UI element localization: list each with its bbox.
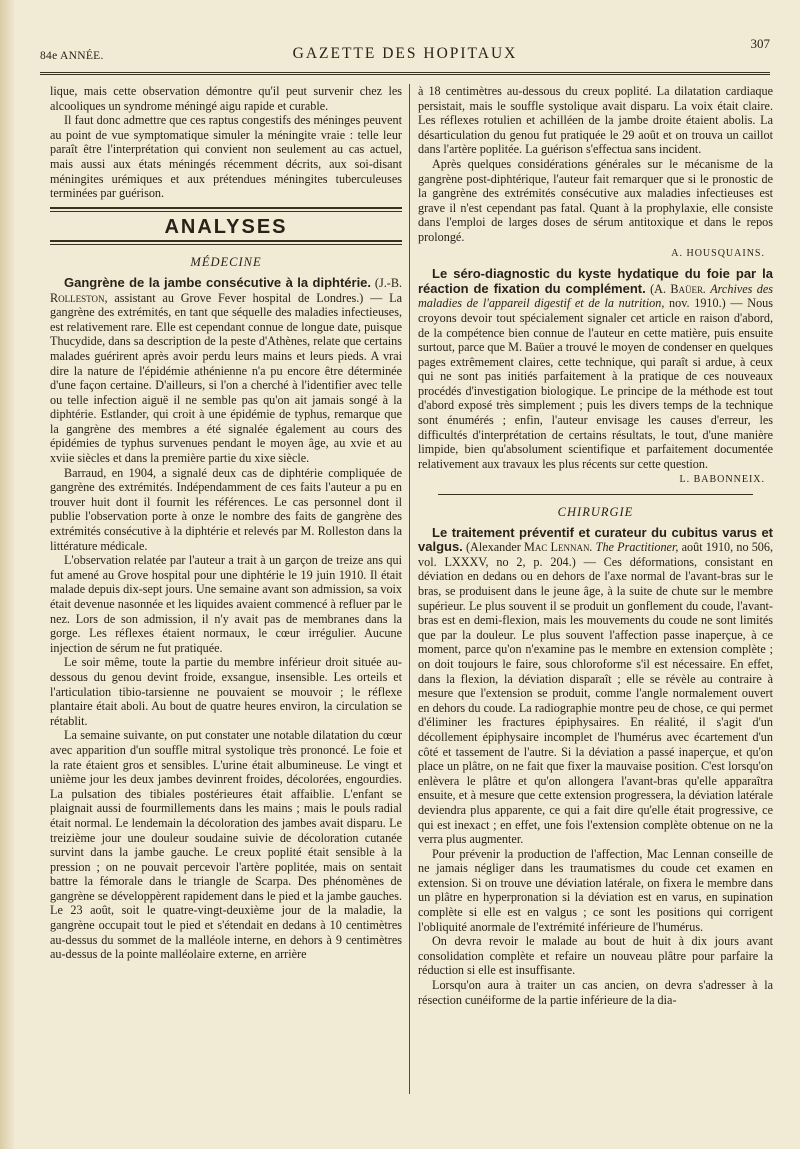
article-paragraph — [418, 267, 773, 471]
subsection-rule — [438, 494, 753, 495]
paragraph: Pour prévenir la production de l'affection, Mac Lennan conseille de ne jamais négliger dans les traumatismes du coude cet examen en extension. Si on trouve une déviation latérale, on fixera le membre dans un plâtre en hyperpronation si la déviation est en varus, en supination complète si elle est en valgus ; ce sont les positions qui corrigent l'obliquité anormale de l'extrémité inférieure de l'humérus. — [418, 846, 773, 934]
article-title: Gangrène de la jambe consécutive à la diphtérie. — [64, 274, 372, 290]
header-page-number: 307 — [750, 36, 770, 51]
header-journal-title: GAZETTE DES HOPITAUX — [292, 45, 518, 62]
subsection-title: MÉDECINE — [190, 255, 262, 270]
page-binding-edge — [0, 0, 14, 1149]
paragraph: Lorsqu'on aura à traiter un cas ancien, on devra s'adresser à la résection cunéiforme de la partie inférieure de la dia- — [418, 978, 773, 1007]
section-title: ANALYSES — [164, 215, 288, 238]
section-rule — [50, 207, 402, 212]
article-text: — La gangrène des extrémités, en tant que séquelle des maladies infectieuses, est relativement rare. Elle est cependant connue de longue date, puisque Thucydide, dans sa description de la peste d'Athènes, relate que certains malades guérirent après avoir perdu leurs mains et leurs pieds. A vrai dire la nature de l'épidémie athénienne n'a pu encore être déterminée d'une façon certaine. D'ailleurs, si l'on a cherché à l'identifier avec telle ou telle infection aiguë il ne semble pas qu'on ait jamais songé à la diphtérie. Estlander, qui croit à une épidémie de typhus, remarque que la gangrène des membres a été signalée également au cours des épidémies de typhus survenues pendant le moyen âge, au xvie et au xviie siècles et dans la première partie du xixe siècle. — [50, 290, 402, 466]
article-signature: L. BABONNEIX. — [679, 474, 765, 486]
article-journal: . Archives des maladies de l'appareil digestif et de la nutrition, — [418, 281, 773, 311]
page-header — [40, 28, 770, 62]
article-paragraph — [50, 276, 402, 466]
paragraph: On devra revoir le malade au bout de huit à dix jours avant consolidation complète et refaire un nouveau plâtre pour parfaire la réduction si elle est insuffisante. — [418, 934, 773, 978]
article-reference: (J.-B. — [374, 275, 402, 290]
article-reference: août 1910, no 506, vol. LXXXV, no 2, p. 204.) — — [418, 540, 774, 569]
right-column — [418, 84, 773, 1007]
article-author: Mac Lennan — [524, 540, 590, 555]
section-rule — [50, 240, 402, 245]
article-title: Le traitement préventif et curateur du cubitus varus et valgus. — [418, 524, 773, 555]
article-text: Nous croyons devoir tout spécialement signaler cet article en raison d'abord, de la compétence bien connue de l'auteur en cette matière, puis ensuite surtout, parce que M. Baüer a trouvé le moyen de condenser en quelques pages extrêmement claires, cette technique, qui paraît si ardue, à ceux qui ne sont pas initiés parfaitement à la pratique de ces nouveaux procédés d'investigation biologique. Le principe de la méthode est tout d'abord exposé très simplement ; puis les divers temps de la technique sont énumérés ; enfin, l'auteur envisage les causes d'erreur, les difficultés d'interprétation de certains résultats, le tout, d'une manière limpide, bien qu'absolument scientifique et parfaitement documentée relativement aux travaux les plus récents sur cette question. — [418, 296, 773, 471]
left-column — [50, 84, 402, 962]
paragraph: Il faut donc admettre que ces raptus congestifs des méninges peuvent au point de vue symptomatique simuler la méningite vraie : telle leur paraît être l'interprétation qui convient non seulement au cas actuel, mais aussi aux états méningés récemment décrits, aux soi-disant méningites urémiques et aux prétendues méningites tuberculeuses terminées par guérison. — [50, 113, 402, 201]
article-author: Rolleston — [50, 290, 105, 305]
subsection-title: CHIRURGIE — [557, 505, 634, 520]
article-reference: , assistant au Grove Fever hospital de Londres.) — [104, 290, 364, 305]
article-reference: (Alexander — [465, 540, 521, 555]
article-paragraph — [418, 526, 773, 847]
header-rule — [40, 72, 770, 78]
paragraph: Le soir même, toute la partie du membre inférieur droit située au-dessous du genou devint froide, exsangue, insensible. Les orteils et l'articulation tibio-tarsienne ne pouvaient se mouvoir ; le réflexe plantaire était aboli. Au bout de quatre heures environ, la circulation se rétablit. — [50, 655, 402, 728]
paragraph: à 18 centimètres au-dessous du creux poplité. La dilatation cardiaque persistait, mais le souffle systolique avait disparu. La voix était claire. Les réflexes rotulien et achilléen de la jambe droite étaient abolis. La désarticulation du genou fut pratiquée le 29 août et on trouva un caillot dans l'artère poplitée. La guérison s'effectua sans incident. — [418, 84, 773, 157]
article-text: Ces déformations, consistant en déviation en dedans ou en dehors de l'axe normal de l'avant-bras sur le bras, se produisent dans le jeune âge, à la suite de chute sur le membre supérieur. Le plus souvent il se produit un gonflement du coude, l'avant-bras est en demi-flexion, mais les mouvements du coude ne sont limités que par la douleur. Le plus souvent l'affection passe inaperçue, à ce moment, parce qu'on n'examine pas le membre en extension complète ; on doit toujours le faire, sous chloroforme s'il est nécessaire. En effet, dans la flexion, la déviation disparaît ; elle se révèle au contraire à mesure que l'extension se produit, comme l'angle normalement ouvert en dehors du coude. La radiographie montre peu de chose, ce qui permet d'éliminer les fractures épiphysaires. En réalité, il s'agit d'un décollement épiphysaire incomplet de l'humérus avec écartement d'un côté et tassement de l'autre. Si la déviation a passé inaperçue, et qu'on place un plâtre, on ne fait que fixer la mauvaise position. C'est lorsqu'on enlèvera le plâtre et qu'on allongera l'avant-bras qu'elle apparaîtra ensuite, et à mesure que cette extension progressera, la déviation latérale deviendra plus apparente, ce qui a fait dire qu'elle était progressive, ce qui est inexact ; en effet, une fois l'extension complète obtenue on ne la verra plus augmenter. — [418, 554, 773, 847]
header-year: 84e ANNÉE. — [40, 50, 104, 62]
article-title: Le séro-diagnostic du kyste hydatique du foie par la réaction de fixation du complément. — [418, 266, 773, 296]
article-reference: (A. — [650, 281, 667, 296]
article-author: Baüer — [670, 281, 704, 296]
article-signature: A. HOUSQUAINS. — [671, 247, 765, 259]
paragraph: L'observation relatée par l'auteur a trait à un garçon de treize ans qui fut amené au Grove hospital pour une diphtérie le 19 juin 1910. Il était malade depuis dix-sept jours. Une semaine avant son admission, sa voix était devenue nasonnée et les liquides avaient commencé à refluer par le nez. Lors de son admission, il n'y avait pas de membranes dans la gorge. Les réflexes étaient normaux, le cœur irrégulier. Aucune injection de sérum ne fut pratiquée. — [50, 553, 403, 655]
paragraph: lique, mais cette observation démontre qu'il peut survenir chez les alcooliques un syndrome méningé aigu rapide et curable. — [50, 84, 402, 113]
column-divider — [409, 84, 410, 1094]
paragraph: La semaine suivante, on put constater une notable dilatation du cœur avec apparition d'un souffle mitral systolique très prononcé. Le foie et la rate étaient gros et sensibles. L'urine était albumineuse. Le vingt et unième jour les deux jambes devinrent froides, décolorées, engourdies. La pulsation des tibiales postérieures était affaiblie. L'enfant se plaignait aussi de fourmillements dans les mains ; mais le pouls radial était normal. Le lendemain la décoloration des jambes avait disparu. Le treizième jour une douleur soudaine suivie de décoloration cutanée survint dans la jambe gauche. Le creux poplité était sensible à la pression ; on ne pouvait percevoir l'artère poplitée, mais on sentait battre la fémorale dans le triangle de Scarpa. Des phénomènes de gangrène se développèrent rapidement dans le pied et la jambe gauches. Le 23 août, soit le quatre-vingt-deuxième jour de la maladie, la gangrène occupait tout le pied et s'étendait en dedans à 10 centimètres au-dessus du sommet de la malléole interne, en dehors à 9 centimètres au-dessus de la pointe malléolaire externe, en arrière — [50, 728, 402, 962]
article-reference: nov. 1910.) — — [669, 296, 743, 311]
article-journal: . The Practitioner, — [589, 540, 679, 555]
paragraph: Barraud, en 1904, a signalé deux cas de diphtérie compliquée de gangrène des extrémités. Indépendamment de ces faits l'auteur a pu en trouver huit dont il fournit les références. Le cas personnel dont il publie l'observation porte à onze le nombre des faits de gangrène des extrémités consécutive à la diphtérie et relevés par M. Rolleston dans la littérature médicale. — [50, 465, 402, 553]
paragraph: Après quelques considérations générales sur le mécanisme de la gangrène post-diphtérique, l'auteur fait remarquer que si le pronostic de la gangrène des extrémités consécutive aux maladies infectieuses est grave il n'est cependant pas fatal. Quant à la prophylaxie, elle consiste dans l'emploi de larges doses de sérum antitoxique et dans le repos prolongé. — [418, 156, 773, 244]
